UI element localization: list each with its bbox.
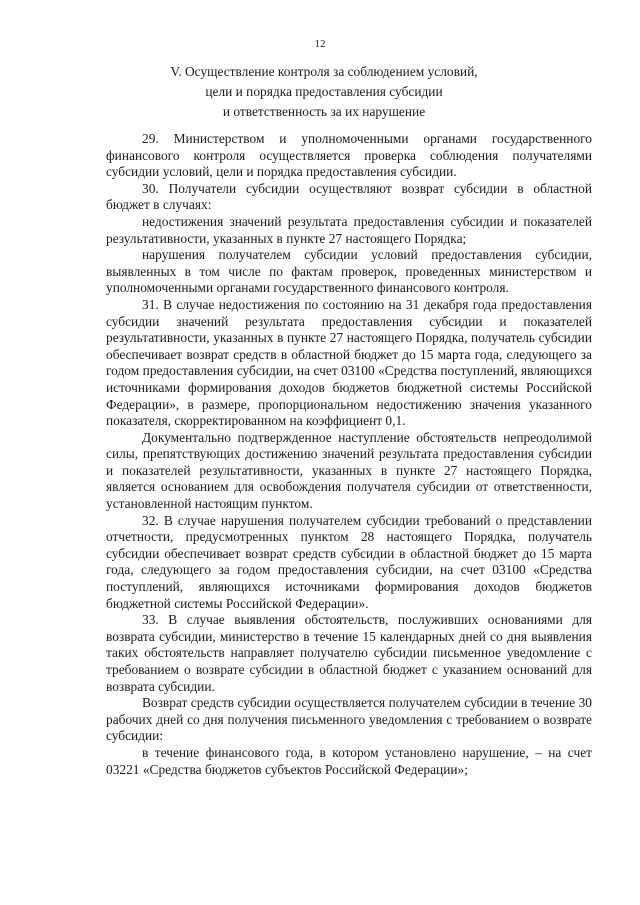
paragraph-30-case-1: недостижения значений результата предоставления субсидии и показателей результативности, указанных в пункте 27 настоящего Порядка;	[106, 213, 592, 246]
paragraph-31: 31. В случае недостижения по состоянию на 31 декабря года предоставления субсидии значений результата предоставления субсидии и показателей результативности, указанных в пункте 27 настоящего Порядка, получатель субсидии обеспечивает возврат средств в областной бюджет до 15 марта года, следующего за годом предоставления субсидии, на счет 03100 «Средства поступлений, являющихся источниками формирования доходов бюджетов бюджетной системы Российской Федерации», в размере, пропорциональном недостижению значения указанного показателя, скорректированном на коэффициент 0,1.	[106, 296, 592, 429]
paragraph-33-return-terms: Возврат средств субсидии осуществляется получателем субсидии в течение 30 рабочих дней со дня получения письменного уведомления с требованием о возврате субсидии:	[106, 695, 592, 744]
paragraph-33: 33. В случае выявления обстоятельств, послуживших основаниями для возврата субсидии, министерство в течение 15 календарных дней со дня выявления таких обстоятельств направляет получателю субсидии письменное уведомление с требованием о возврате субсидии в областной бюджет с указанием оснований для возврата субсидии.	[106, 612, 592, 694]
section-title-line-2: цели и порядка предоставления субсидии	[205, 84, 443, 99]
paragraph-33-current-year: в течение финансового года, в котором установлено нарушение, – на счет 03221 «Средства бюджетов субъектов Российской Федерации»;	[106, 744, 592, 777]
section-title-line-1: V. Осуществление контроля за соблюдением условий,	[170, 64, 478, 79]
paragraph-29: 29. Министерством и уполномоченными органами государственного финансового контроля осуществляется проверка соблюдения получателями субсидии условий, цели и порядка предоставления субсидии.	[106, 131, 592, 180]
document-body	[106, 131, 592, 778]
page-number: 12	[314, 38, 326, 50]
paragraph-32: 32. В случае нарушения получателем субсидии требований о представлении отчетности, предусмотренных пунктом 28 настоящего Порядка, получатель субсидии обеспечивает возврат средств субсидии в областной бюджет до 15 марта года, следующего за годом предоставления субсидии, на счет 03100 «Средства поступлений, являющихся источниками формирования доходов бюджетов бюджетной системы Российской Федерации».	[106, 512, 592, 611]
section-title-line-3: и ответственность за их нарушение	[222, 104, 426, 119]
paragraph-30-case-2: нарушения получателем субсидии условий предоставления субсидии, выявленных в том числе по фактам проверок, проведенных министерством и уполномоченными органами государственного финансового контроля.	[106, 247, 592, 296]
paragraph-31-force-majeure: Документально подтвержденное наступление обстоятельств непреодолимой силы, препятствующих достижению значений результата предоставления субсидии и показателей результативности, указанных в пункте 27 настоящего Порядка, является основанием для освобождения получателя субсидии от ответственности, установленной настоящим пунктом.	[106, 429, 592, 512]
paragraph-30: 30. Получатели субсидии осуществляют возврат субсидии в областной бюджет в случаях:	[106, 180, 592, 213]
section-title	[96, 62, 552, 122]
